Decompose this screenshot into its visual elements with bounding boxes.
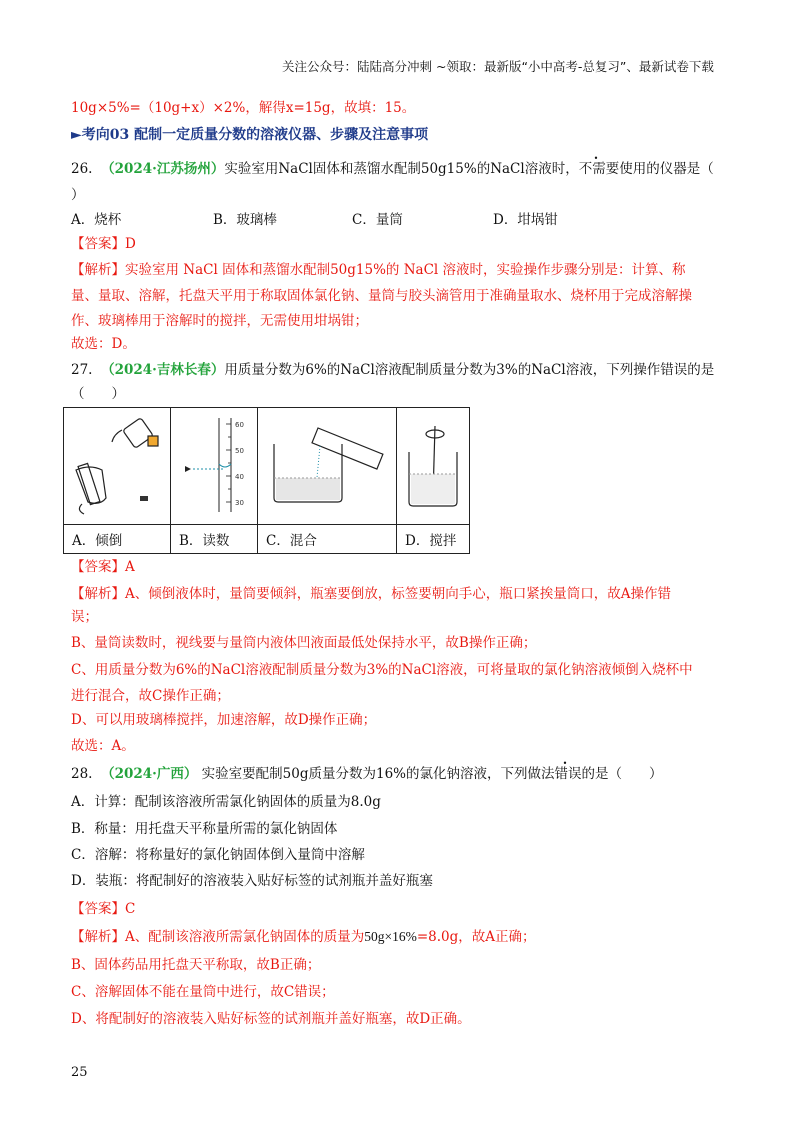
cell-read-figure bbox=[171, 408, 258, 525]
q27-analysis-line: D、可以用玻璃棒搅拌，加速溶解，故D操作正确； bbox=[71, 712, 377, 728]
cell-mix-figure bbox=[258, 408, 397, 525]
q28-option-b: B．称量：用托盘天平称量所需的氯化钠固体 bbox=[71, 821, 338, 837]
q28-analysis-line: D、将配制好的溶液装入贴好标签的试剂瓶并盖好瓶塞，故D正确。 bbox=[71, 1011, 471, 1027]
q28-option-c: C．溶解：将称量好的氯化钠固体倒入量筒中溶解 bbox=[71, 847, 365, 863]
cell-pour-figure bbox=[64, 408, 171, 525]
label-c: C．混合 bbox=[258, 525, 397, 554]
q26-number: 26. bbox=[71, 161, 93, 177]
q28-answer: 【答案】C bbox=[71, 901, 136, 917]
q26-stem bbox=[71, 160, 714, 178]
tick-label: 30 bbox=[235, 499, 244, 507]
q26-option-d: D．坩埚钳 bbox=[493, 212, 558, 228]
q26-source: （2024·江苏扬州） bbox=[101, 161, 225, 177]
q27-analysis-line: C、用质量分数为6%的NaCl溶液配制质量分数为3%的NaCl溶液，可将量取的氯化钠溶液倾倒入烧杯中 bbox=[71, 662, 693, 678]
q26-close-paren: ） bbox=[71, 187, 85, 203]
q26-emphasis: 不需要 bbox=[578, 161, 620, 177]
q28-stem bbox=[71, 765, 662, 783]
q27-analysis-line: 故选：A。 bbox=[71, 738, 135, 754]
q28-text-pre: 实验室要配制50g质量分数为16%的氯化钠溶液，下列做法 bbox=[201, 766, 555, 782]
eye-icon bbox=[185, 466, 191, 472]
q27-analysis-line: B、量筒读数时，视线要与量筒内液体凹液面最低处保持水平，故B操作正确； bbox=[71, 635, 537, 651]
pour-liquid-figure bbox=[64, 408, 170, 520]
q26-text-pre: 实验室用NaCl固体和蒸馏水配制50g15%的NaCl溶液时， bbox=[224, 161, 579, 177]
tick-label: 60 bbox=[235, 421, 244, 429]
q27-answer: 【答案】A bbox=[71, 559, 135, 575]
q28-analysis-line: B、固体药品用托盘天平称取，故B正确； bbox=[71, 957, 321, 973]
section-marker: ► bbox=[71, 127, 82, 143]
mix-liquid-figure bbox=[258, 408, 396, 520]
q28-analysis-pre: 【解析】A、配制该溶液所需氯化钠固体的质量为 bbox=[71, 929, 365, 945]
q27-text: 用质量分数为6%的NaCl溶液配制质量分数为3%的NaCl溶液，下列操作错误的是 bbox=[224, 362, 715, 378]
cell-stir-figure bbox=[397, 408, 470, 525]
q26-analysis-line: 作、玻璃棒用于溶解时的搅拌，无需使用坩埚钳； bbox=[71, 313, 368, 329]
q27-operations-table bbox=[63, 407, 470, 554]
q26-analysis-line: 故选：D。 bbox=[71, 336, 136, 352]
q27-analysis-line: 进行混合，故C操作正确； bbox=[71, 688, 230, 704]
read-volume-figure bbox=[171, 408, 257, 520]
q28-text-post: 的是（ ） bbox=[581, 766, 663, 782]
q26-option-a: A．烧杯 bbox=[71, 212, 122, 228]
q28-analysis-post: =8.0g，故A正确； bbox=[416, 929, 536, 945]
q27-stem bbox=[71, 361, 714, 379]
q28-source: （2024·广西） bbox=[101, 766, 198, 782]
q27-analysis-line: 【解析】A、倾倒液体时，量筒要倾斜，瓶塞要倒放，标签要朝向手心，瓶口紧挨量筒口，故A操作错 bbox=[71, 586, 671, 602]
tick-label: 50 bbox=[235, 447, 244, 455]
q28-option-a: A．计算：配制该溶液所需氯化钠固体的质量为8.0g bbox=[71, 794, 381, 810]
page-number: 25 bbox=[71, 1065, 88, 1080]
q27-number: 27. bbox=[71, 362, 93, 378]
q28-option-d: D．装瓶：将配制好的溶液装入贴好标签的试剂瓶并盖好瓶塞 bbox=[71, 873, 433, 889]
label-a: A．倾倒 bbox=[64, 525, 171, 554]
q26-text-post: 使用的仪器是（ bbox=[619, 161, 714, 177]
q26-option-b: B．玻璃棒 bbox=[213, 212, 277, 228]
q26-answer: 【答案】D bbox=[71, 236, 136, 252]
tick-label: 40 bbox=[235, 473, 244, 481]
stir-figure bbox=[397, 408, 469, 520]
q28-formula: 50g×16% bbox=[364, 929, 417, 944]
q28-number: 28. bbox=[71, 766, 93, 782]
q26-analysis-line: 量、量取、溶解，托盘天平用于称取固体氯化钠、量筒与胶头滴管用于准确量取水、烧杯用于完成溶解操 bbox=[71, 288, 692, 304]
q28-emphasis: 错误 bbox=[554, 766, 582, 782]
q27-analysis-line: 误； bbox=[71, 609, 98, 625]
section-title: 考向03 配制一定质量分数的溶液仪器、步骤及注意事项 bbox=[81, 127, 429, 143]
q26-option-c: C．量筒 bbox=[352, 212, 403, 228]
label-d: D．搅拌 bbox=[397, 525, 470, 554]
section-heading bbox=[71, 126, 428, 144]
previous-answer-line: 10g×5%=（10g+x）×2%，解得x=15g，故填：15。 bbox=[71, 100, 416, 116]
q27-paren: （ ） bbox=[71, 386, 125, 402]
q28-analysis-line: C、溶解固体不能在量筒中进行，故C错误； bbox=[71, 984, 335, 1000]
q27-source: （2024·吉林长春） bbox=[101, 362, 225, 378]
q28-analysis-first bbox=[71, 928, 536, 946]
page-header: 关注公众号：陆陆高分冲刺 ~领取：最新版“小中高考-总复习”、最新试卷下载 bbox=[282, 59, 714, 74]
q26-analysis-line: 【解析】实验室用 NaCl 固体和蒸馏水配制50g15%的 NaCl 溶液时，实验操作步骤分别是：计算、称 bbox=[71, 262, 686, 278]
label-b: B．读数 bbox=[171, 525, 258, 554]
